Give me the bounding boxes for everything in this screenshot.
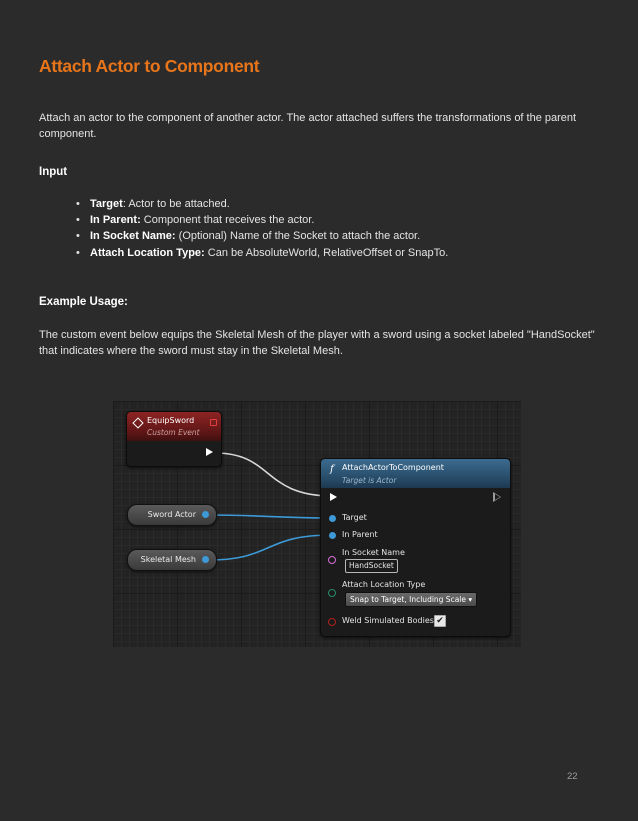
- input-description: (Optional) Name of the Socket to attach the actor.: [178, 230, 421, 243]
- socket-name-input[interactable]: HandSocket: [345, 559, 398, 573]
- delegate-pin-icon[interactable]: [210, 419, 217, 426]
- event-diamond-icon: [132, 417, 143, 428]
- event-node-title: EquipSword: [147, 416, 195, 425]
- input-item-in-parent: [76, 212, 596, 228]
- event-node-header: [127, 412, 221, 441]
- input-description: Actor to be attached.: [128, 198, 230, 210]
- input-separator: :: [122, 198, 129, 210]
- socket-name-pin-icon[interactable]: [328, 556, 336, 564]
- checkmark-icon: ✔: [436, 616, 444, 626]
- skeletal-mesh-wire: [209, 535, 332, 560]
- skeletal-mesh-variable[interactable]: [127, 549, 217, 571]
- weld-label: Weld Simulated Bodies: [342, 616, 434, 625]
- location-type-pin-icon[interactable]: [328, 589, 336, 597]
- object-pin-icon[interactable]: [202, 511, 209, 518]
- function-icon: f: [330, 464, 334, 475]
- sword-actor-wire: [209, 515, 332, 518]
- weld-pin-icon[interactable]: [328, 618, 336, 626]
- example-heading: Example Usage:: [39, 296, 128, 308]
- event-exec-out-pin[interactable]: [206, 448, 213, 456]
- chevron-down-icon: ▾: [468, 595, 473, 604]
- example-paragraph: The custom event below equips the Skeletal Mesh of the player with a sword using a socket labeled "HandSocket" that indicates where the sword must stay in the Skeletal Mesh.: [39, 329, 595, 357]
- input-name: Attach Location Type:: [90, 246, 205, 259]
- location-type-dropdown[interactable]: [345, 592, 477, 607]
- function-node-subtitle: Target is Actor: [342, 476, 397, 485]
- target-pin-icon[interactable]: [329, 515, 336, 522]
- exec-in-pin[interactable]: [330, 493, 337, 501]
- custom-event-node[interactable]: [126, 411, 222, 467]
- input-item-location-type: [76, 245, 596, 261]
- in-parent-pin-icon[interactable]: [329, 532, 336, 539]
- event-node-subtitle: Custom Event: [147, 428, 200, 437]
- input-name: In Parent:: [90, 214, 141, 227]
- function-node-header: [321, 459, 510, 488]
- attach-actor-function-node[interactable]: [320, 458, 511, 637]
- location-type-label: Attach Location Type: [342, 580, 426, 589]
- blueprint-graph: [113, 401, 521, 647]
- exec-out-pin[interactable]: [493, 492, 501, 502]
- input-description: Can be AbsoluteWorld, RelativeOffset or SnapTo.: [207, 246, 449, 259]
- input-description: Component that receives the actor.: [143, 214, 315, 227]
- input-name: Target: [90, 198, 123, 210]
- variable-label: Sword Actor: [147, 510, 196, 519]
- input-item-target: [76, 196, 596, 212]
- object-pin-icon[interactable]: [202, 556, 209, 563]
- weld-checkbox[interactable]: [434, 615, 446, 627]
- input-heading: Input: [39, 166, 68, 178]
- intro-paragraph: Attach an actor to the component of another actor. The actor attached suffers the transformations of the parent component.: [39, 112, 577, 140]
- input-list: [76, 196, 596, 261]
- input-item-socket-name: [76, 228, 596, 244]
- target-pin-label: Target: [342, 513, 367, 522]
- in-parent-pin-label: In Parent: [342, 530, 378, 539]
- input-name: In Socket Name:: [90, 230, 176, 243]
- socket-name-label: In Socket Name: [342, 548, 405, 557]
- function-node-title: AttachActorToComponent: [342, 463, 444, 472]
- page-number: 22: [567, 771, 578, 782]
- exec-wire: [215, 453, 332, 496]
- location-type-value: Snap to Target, Including Scale: [350, 595, 466, 604]
- page-title: Attach Actor to Component: [39, 56, 260, 76]
- sword-actor-variable[interactable]: [127, 504, 217, 526]
- variable-label: Skeletal Mesh: [140, 555, 196, 564]
